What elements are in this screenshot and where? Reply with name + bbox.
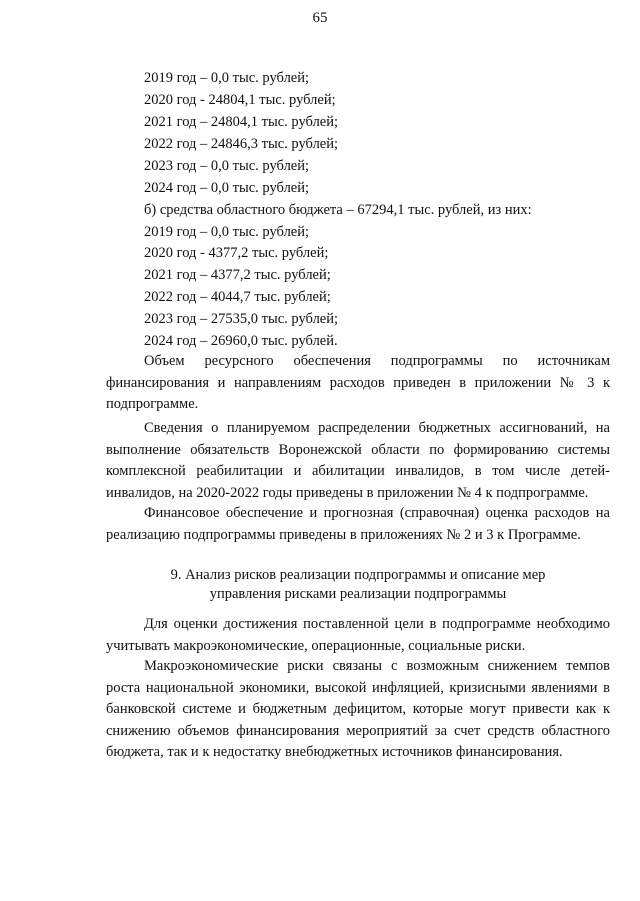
funding-line-a-2019: 2019 год – 0,0 тыс. рублей; — [144, 70, 310, 86]
funding-line-a-2022: 2022 год – 24846,3 тыс. рублей; — [144, 136, 339, 152]
funding-line-a-2021: 2021 год – 24804,1 тыс. рублей; — [144, 114, 339, 130]
funding-line-a-2020: 2020 год - 24804,1 тыс. рублей; — [144, 92, 336, 108]
funding-line-b-2020: 2020 год - 4377,2 тыс. рублей; — [144, 245, 329, 261]
paragraph-resource-volume: Объем ресурсного обеспечения подпрограммы по источникам финансирования и направлениям расходов приведен в приложении № 3 к подпрограмме. — [106, 353, 610, 412]
regional-budget-line: б) средства областного бюджета – 67294,1 тыс. рублей, из них: — [144, 202, 532, 218]
funding-line-b-2021: 2021 год – 4377,2 тыс. рублей; — [144, 267, 331, 283]
funding-line-b-2022: 2022 год – 4044,7 тыс. рублей; — [144, 289, 331, 305]
section-heading-line-1: 9. Анализ рисков реализации подпрограммы и описание мер — [170, 567, 546, 583]
funding-line-b-2019: 2019 год – 0,0 тыс. рублей; — [144, 224, 310, 240]
paragraph-financial-support: Финансовое обеспечение и прогнозная (справочная) оценка расходов на реализацию подпрограммы приведены в приложениях № 2 и 3 к Программе. — [106, 505, 610, 543]
funding-line-a-2024: 2024 год – 0,0 тыс. рублей; — [144, 180, 310, 196]
page-number: 65 — [312, 10, 328, 26]
funding-line-b-2024: 2024 год – 26960,0 тыс. рублей. — [144, 333, 338, 349]
paragraph-macroeconomic-risks: Макроэкономические риски связаны с возможным снижением темпов роста национальной экономики, высокой инфляцией, кризисными явлениями в банковской системе и бюджетным дефицитом, которые могут привести как к снижению объемов финансирования мероприятий за счет средств областного бюджета, так и к недостатку внебюджетных источников финансирования. — [106, 658, 610, 760]
paragraph-budget-allocation: Сведения о планируемом распределении бюджетных ассигнований, на выполнение обязательств Воронежской области по формированию системы комплексной реабилитации и абилитации инвалидов, в том числе детей-инвалидов, на 2020-2022 годы приведены в приложении № 4 к подпрограмме. — [106, 420, 610, 501]
section-heading-line-2: управления рисками реализации подпрограммы — [209, 586, 507, 602]
funding-line-a-2023: 2023 год – 0,0 тыс. рублей; — [144, 158, 310, 174]
paragraph-risk-assessment: Для оценки достижения поставленной цели в подпрограмме необходимо учитывать макроэкономические, операционные, социальные риски. — [106, 616, 610, 654]
funding-line-b-2023: 2023 год – 27535,0 тыс. рублей; — [144, 311, 339, 327]
section-heading — [106, 566, 610, 604]
